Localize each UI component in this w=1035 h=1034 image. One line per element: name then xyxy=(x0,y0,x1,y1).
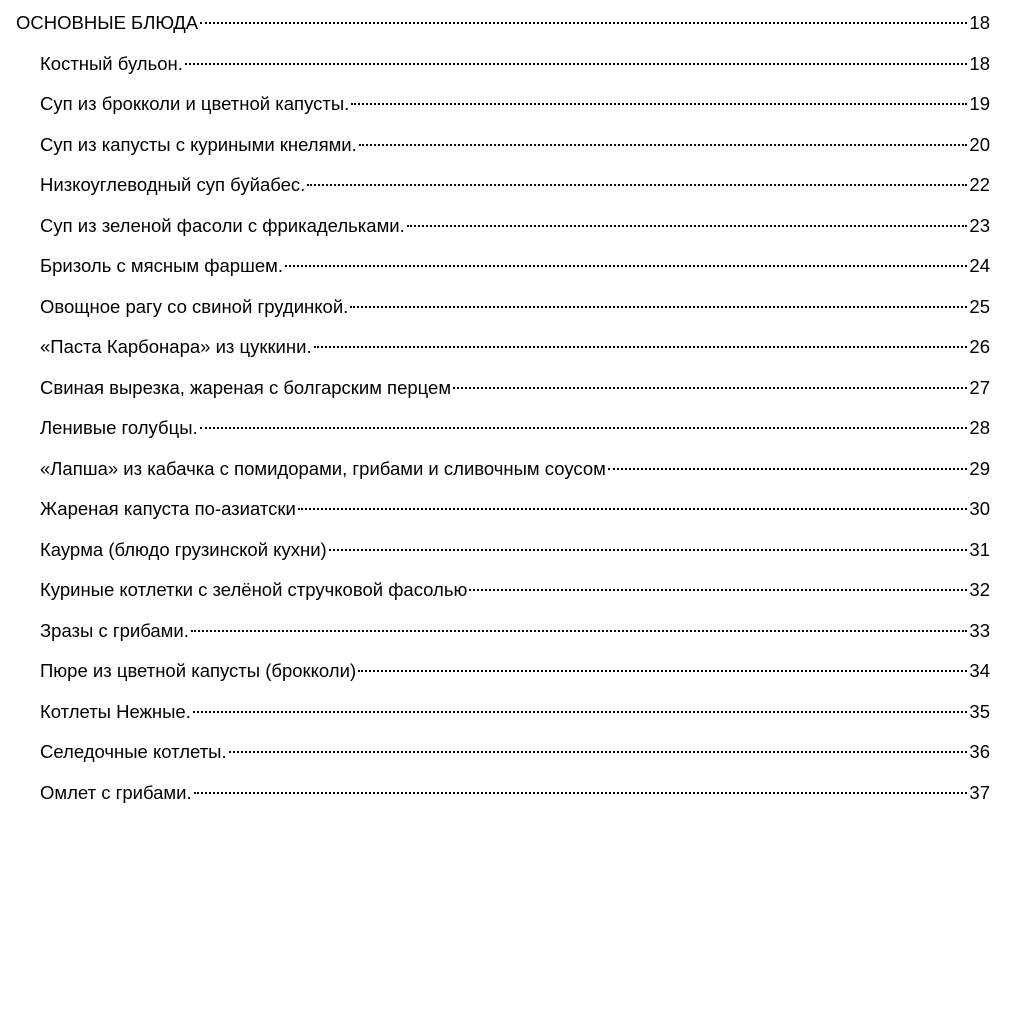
toc-dot-leader xyxy=(285,263,967,267)
toc-entry-title: Низкоуглеводный суп буйабес. xyxy=(40,174,306,195)
toc-entry-page: 23 xyxy=(969,215,990,236)
toc-dot-leader xyxy=(351,101,967,105)
toc-dot-leader xyxy=(200,20,967,24)
toc-section-title: ОСНОВНЫЕ БЛЮДА xyxy=(16,12,199,33)
toc-entry-page: 37 xyxy=(969,782,990,803)
toc-entry[interactable] xyxy=(40,618,990,644)
toc-entry-title: Жареная капуста по-азиатски xyxy=(40,498,296,519)
toc-entry[interactable] xyxy=(40,172,990,198)
toc-section-heading[interactable] xyxy=(16,10,990,36)
toc-entry-page: 35 xyxy=(969,701,990,722)
toc-dot-leader xyxy=(359,142,968,146)
toc-entry-title: Пюре из цветной капусты (брокколи) xyxy=(40,660,357,681)
toc-entry[interactable] xyxy=(40,780,990,806)
toc-entry-title: Суп из брокколи и цветной капусты. xyxy=(40,93,350,114)
toc-entry[interactable] xyxy=(40,456,990,482)
toc-entry-page: 27 xyxy=(969,377,990,398)
toc-entry-title: Овощное рагу со свиной грудинкой. xyxy=(40,296,349,317)
toc-section-page: 18 xyxy=(969,12,990,33)
toc-entry-title: Свиная вырезка, жареная с болгарским перцем xyxy=(40,377,452,398)
toc-entry[interactable] xyxy=(40,577,990,603)
toc-entry-page: 26 xyxy=(969,336,990,357)
toc-entry-title: Зразы с грибами. xyxy=(40,620,189,641)
toc-entry-page: 25 xyxy=(969,296,990,317)
toc-dot-leader xyxy=(469,587,967,591)
toc-dot-leader xyxy=(350,304,967,308)
toc-entry-title: «Лапша» из кабачка с помидорами, грибами и сливочным соусом xyxy=(40,458,606,479)
toc-entry-page: 24 xyxy=(969,255,990,276)
toc-dot-leader xyxy=(608,466,968,470)
toc-entry-title: «Паста Карбонара» из цуккини. xyxy=(40,336,312,357)
toc-dot-leader xyxy=(358,668,967,672)
toc-entry[interactable] xyxy=(40,91,990,117)
toc-entry-page: 30 xyxy=(969,498,990,519)
toc-entry[interactable] xyxy=(40,658,990,684)
toc-dot-leader xyxy=(329,547,968,551)
toc-entry[interactable] xyxy=(40,253,990,279)
toc-dot-leader xyxy=(298,506,968,510)
toc-entry[interactable] xyxy=(40,739,990,765)
toc-entry[interactable] xyxy=(40,699,990,725)
toc-dot-leader xyxy=(407,223,968,227)
toc-entry-title: Селедочные котлеты. xyxy=(40,741,227,762)
toc-dot-leader xyxy=(185,61,968,65)
toc-entry-title: Каурма (блюдо грузинской кухни) xyxy=(40,539,327,560)
toc-entry-page: 32 xyxy=(969,579,990,600)
toc-dot-leader xyxy=(314,344,968,348)
toc-entry-page: 33 xyxy=(969,620,990,641)
toc-entry[interactable] xyxy=(40,294,990,320)
toc-entry-title: Суп из капусты с куриными кнелями. xyxy=(40,134,357,155)
toc-entry-title: Куриные котлетки с зелёной стручковой фасолью xyxy=(40,579,468,600)
toc-dot-leader xyxy=(200,425,968,429)
toc-dot-leader xyxy=(307,182,967,186)
toc-entry-page: 19 xyxy=(969,93,990,114)
toc-entry[interactable] xyxy=(40,213,990,239)
toc-entry-page: 20 xyxy=(969,134,990,155)
toc-entry[interactable] xyxy=(40,496,990,522)
toc-entry[interactable] xyxy=(40,132,990,158)
toc-entry[interactable] xyxy=(40,51,990,77)
toc-entry-title: Суп из зеленой фасоли с фрикадельками. xyxy=(40,215,405,236)
toc-entry[interactable] xyxy=(40,415,990,441)
toc-dot-leader xyxy=(191,628,968,632)
toc-dot-leader xyxy=(194,790,968,794)
toc-entry-title: Костный бульон. xyxy=(40,53,183,74)
toc-entry-title: Бризоль с мясным фаршем. xyxy=(40,255,284,276)
toc-entry-page: 22 xyxy=(969,174,990,195)
toc-entry[interactable] xyxy=(40,537,990,563)
toc-entry-page: 28 xyxy=(969,417,990,438)
toc-entry-page: 18 xyxy=(969,53,990,74)
toc-dot-leader xyxy=(229,749,968,753)
toc-dot-leader xyxy=(453,385,967,389)
toc-entry-title: Омлет с грибами. xyxy=(40,782,192,803)
toc-entry[interactable] xyxy=(40,334,990,360)
toc-entry-page: 29 xyxy=(969,458,990,479)
toc-entry[interactable] xyxy=(40,375,990,401)
toc-entry-page: 31 xyxy=(969,539,990,560)
toc-entry-title: Ленивые голубцы. xyxy=(40,417,198,438)
toc-dot-leader xyxy=(193,709,968,713)
toc-entry-page: 36 xyxy=(969,741,990,762)
toc-entry-title: Котлеты Нежные. xyxy=(40,701,191,722)
toc-entry-page: 34 xyxy=(969,660,990,681)
